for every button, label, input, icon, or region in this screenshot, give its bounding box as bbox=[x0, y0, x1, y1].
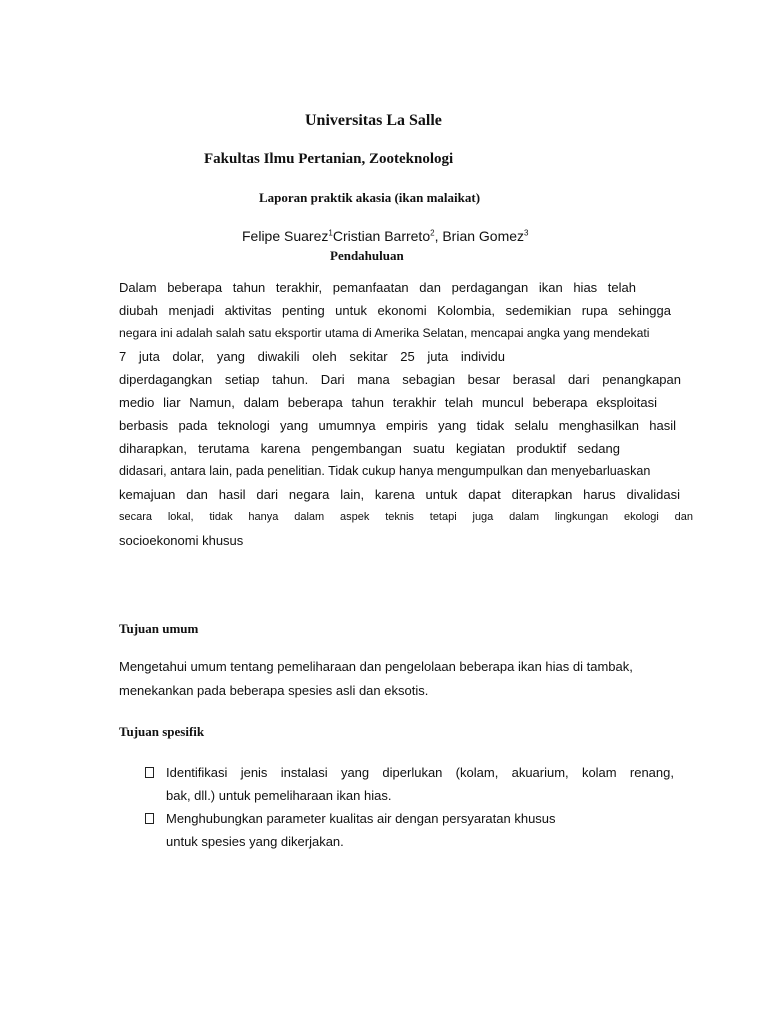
paragraph-line: 7 juta dolar, yang diwakili oleh sekitar 25 juta individu bbox=[119, 349, 505, 364]
paragraph-line: diharapkan, terutama karena pengembangan suatu kegiatan produktif sedang bbox=[119, 441, 620, 456]
author-name: Felipe Suarez bbox=[242, 228, 329, 244]
paragraph-line: negara ini adalah salah satu eksportir utama di Amerika Selatan, mencapai angka yang mendekati bbox=[119, 326, 650, 340]
paragraph-line: medio liar Namun, dalam beberapa tahun terakhir telah muncul beberapa eksploitasi bbox=[119, 395, 657, 410]
faculty-title: Fakultas Ilmu Pertanian, Zooteknologi bbox=[204, 151, 454, 167]
author-name: Cristian Barreto bbox=[332, 228, 431, 244]
paragraph-line: Dalam beberapa tahun terakhir, pemanfaatan dan perdagangan ikan hias telah bbox=[119, 280, 636, 295]
list-item-text: Menghubungkan parameter kualitas air dengan persyaratan khusus bbox=[166, 811, 556, 826]
author-affiliation: 2 bbox=[430, 228, 435, 238]
paragraph-line: secara lokal, tidak hanya dalam aspek teknis tetapi juga dalam lingkungan ekologi dan bbox=[119, 511, 693, 523]
paragraph-line: berbasis pada teknologi yang umumnya empiris yang tidak selalu menghasilkan hasil bbox=[119, 418, 676, 433]
list-item-text: bak, dll.) untuk pemeliharaan ikan hias. bbox=[166, 788, 392, 803]
paragraph-line: didasari, antara lain, pada penelitian. Tidak cukup hanya mengumpulkan dan menyebarluaskan bbox=[119, 464, 651, 478]
university-title: Universitas La Salle bbox=[305, 112, 442, 129]
author-name: Brian Gomez bbox=[442, 228, 525, 244]
bullet-icon bbox=[145, 813, 154, 824]
paragraph-line: diubah menjadi aktivitas penting untuk ekonomi Kolombia, sedemikian rupa sehingga bbox=[119, 303, 671, 318]
bullet-icon bbox=[145, 767, 154, 778]
author-affiliation: 3 bbox=[524, 228, 529, 238]
paragraph-line: menekankan pada beberapa spesies asli dan eksotis. bbox=[119, 683, 429, 698]
author-affiliation: 1 bbox=[328, 228, 333, 238]
author-separator: , bbox=[434, 228, 443, 244]
authors-line bbox=[242, 228, 529, 244]
general-goal-heading: Tujuan umum bbox=[119, 621, 199, 636]
intro-heading: Pendahuluan bbox=[330, 248, 404, 263]
specific-goal-heading: Tujuan spesifik bbox=[119, 724, 205, 739]
paragraph-line: Mengetahui umum tentang pemeliharaan dan pengelolaan beberapa ikan hias di tambak, bbox=[119, 659, 633, 674]
list-item-text: Identifikasi jenis instalasi yang diperlukan (kolam, akuarium, kolam renang, bbox=[166, 765, 674, 780]
report-title: Laporan praktik akasia (ikan malaikat) bbox=[259, 190, 481, 205]
paragraph-line: socioekonomi khusus bbox=[119, 533, 244, 548]
paragraph-line: diperdagangkan setiap tahun. Dari mana sebagian besar berasal dari penangkapan bbox=[119, 372, 681, 387]
paragraph-line: kemajuan dan hasil dari negara lain, karena untuk dapat diterapkan harus divalidasi bbox=[119, 487, 680, 502]
list-item-text: untuk spesies yang dikerjakan. bbox=[166, 834, 344, 849]
